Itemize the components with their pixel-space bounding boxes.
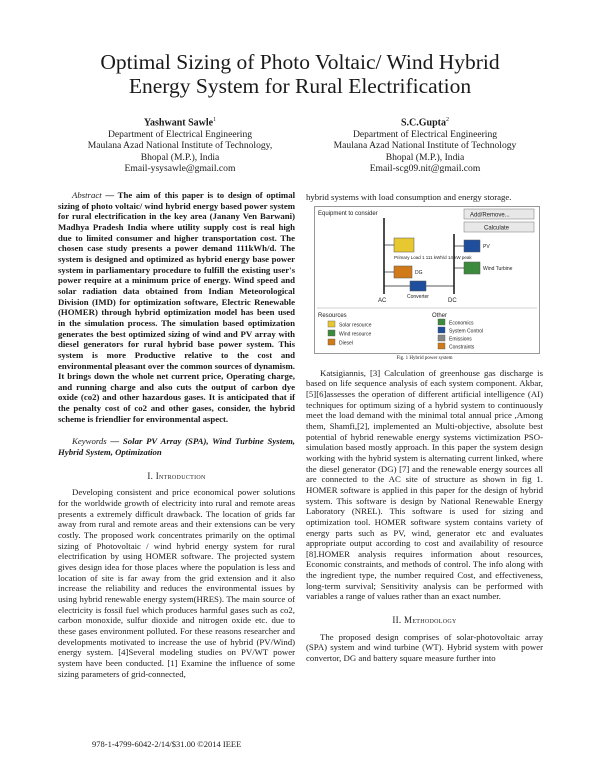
author-email: Email-scg09.nit@gmail.com <box>369 162 481 174</box>
add-remove-button <box>464 209 534 219</box>
title-line-1: Optimal Sizing of Photo Voltaic/ Wind Hybrid <box>100 50 500 74</box>
ac-bus-label: AC <box>378 297 387 304</box>
methodology-paragraph: The proposed design comprises of solar-photovoltaic array (SPA) system and wind turbine (WT). Hybrid system with power convertor, DG and battery square measure further into <box>306 631 543 664</box>
section-heading-introduction: I. Introduction <box>147 470 206 481</box>
author-city: Bhopal (M.P.), India <box>385 151 465 163</box>
svg-text:Emissions: Emissions <box>449 336 472 343</box>
author-name: S.C.Gupta$^2$ <box>400 117 449 129</box>
svg-text:System Control: System Control <box>449 328 484 335</box>
wind-turbine-label: Wind Turbine <box>483 265 513 272</box>
author-inst: Maulana Azad National Institute of Technology <box>333 140 517 152</box>
author-name: Yashwant Sawle$^1$ <box>143 117 217 129</box>
author-dept: Department of Electrical Engineering <box>352 128 498 140</box>
dc-bus-label: DC <box>448 297 457 304</box>
calculate-button <box>464 222 534 232</box>
resources-label: Resources <box>318 312 347 319</box>
section-heading-methodology: II. Methodology <box>392 615 457 626</box>
figure-equipment-label: Equipment to consider <box>318 210 378 217</box>
figure-caption: Fig. 1 Hybrid power system <box>396 355 453 361</box>
svg-text:Wind resource: Wind resource <box>339 331 372 338</box>
copyright-footer: 978-1-4799-6042-2/14/$31.00 ©2014 IEEE <box>92 739 242 749</box>
author-inst: Maulana Azad National Institute of Technology, <box>87 140 273 152</box>
author-dept: Department of Electrical Engineering <box>107 128 253 140</box>
keywords-text: Solar PV Array (SPA), Wind Turbine System, Hybrid System, Optimization <box>58 436 295 458</box>
pv-label: PV <box>483 243 490 250</box>
svg-text:Constraints: Constraints <box>449 344 475 351</box>
svg-text:Add/Remove...: Add/Remove... <box>470 212 510 219</box>
hybrid-system-figure <box>314 206 540 354</box>
author-block-2 <box>300 115 550 174</box>
paper-title <box>60 50 540 98</box>
background-paragraph: Katsigiannis, [3] Calculation of greenhouse gas discharge is based on life sequence analysis of each system component. Akbar,[5][6]assesses the operation of different artificial intelligence (AI) techniques for optimum sizing of a hybrid system to continuously meet the load demand with the minimal total annual price ,Among them, Shamfi,[2], implemented an Multi-objective, absolute best potential of hybrid renewable energy systems victimization PSO-simulation based mostly approach. In this paper the system design working with the hybrid system is alternating current linked, where the diesel generator (DG) [7] and the renewable energy sources all are connected to the AC site of structure as shown in fig 1. HOMER software is applied in this paper for the design of hybrid system. This software is design by National Renewable Energy Laboratory (NREL). This software is used for sizing and optimization tool. HOMER software system contains variety of energy parts such as PV, wind, generator etc and evaluates appropriate output according to cost and availability of resource [8].HOMER analysis requires information about resources, Economic constraints, and methods of control. The info along with the ingredient type, the number required Cost, and effectiveness, long-term survival; Sensitivity analysis can be performed with variables a range of values rather than an exact number. <box>306 367 543 602</box>
svg-text:Solar resource: Solar resource <box>339 322 372 329</box>
keywords-label: Keywords <box>72 436 107 447</box>
abstract: Abstract — The aim of this paper is to design of optimal sizing of photo voltaic/ wind hybrid energy based power system for rural electrification in the key area (Janany Ven Barwani) Madhya Pradesh India where utility supply cost is real high due to limited consumer and higher transportation cost. The chosen case study presents a power demand 111kWh/d. The system is designed and optimized as hybrid energy base power system in parliamentary procedure to fulfill the existing user's power require at a minimum price of energy. Wind speed and solar radiation data obtained from Indian Meteorological Division (IMD) for optimization software, Electric Renewable (HOMER) through hybrid optimization model has been used in the simulation process. The simulation based optimization generates the best optimized sizing of wind and PV array with diesel generators for rural hybrid base power system. This system is more Productive relative to the cost and environmental pleasant over the common sources of dynamism. It brings down the whole net current price, Operating charge, and running charge and also cuts the output of carbon dye oxide (co2) and other hazardous gases. It is anticipated that if the penalty cost of co2 and other gases, consider, the hybrid scheme is friendlier for environmental aspect. <box>58 190 295 424</box>
converter-label: Converter <box>407 293 429 300</box>
intro-paragraph-continued: hybrid systems with load consumption and energy storage. <box>306 192 512 202</box>
left-column <box>58 190 295 679</box>
other-label: Other <box>432 312 448 319</box>
keywords: Keywords — Solar PV Array (SPA), Wind Turbine System, Hybrid System, Optimization <box>58 436 295 458</box>
hybrid-system-diagram <box>314 206 540 354</box>
abstract-text: The aim of this paper is to design of optimal sizing of photo voltaic/ wind hybrid energy based power system for rural electrification in the key area (Janany Ven Barwani) Madhya Pradesh India where utility supply cost is real high due to limited consumer and higher transportation cost. The chosen case study presents a power demand 111kWh/d. The system is designed and optimized as hybrid energy base power system in parliamentary procedure to fulfill the existing user's power require at a minimum price of energy. Wind speed and solar radiation data obtained from Indian Meteorological Division (IMD) for optimization software, Electric Renewable (HOMER) through hybrid optimization model has been used in the simulation process. The simulation based optimization generates the best optimized sizing of wind and PV array with diesel generators for rural hybrid base power system. This system is more Productive relative to the cost and environmental pleasant over the common sources of dynamism. It brings down the whole net current price, Operating charge, and running charge and also cuts the output of carbon dye oxide (co2) and other hazardous gases. It is anticipated that if the penalty cost of co2 and other gases, consider, the hybrid scheme is friendlier for environmental aspect. <box>58 190 295 424</box>
dg-label: DG <box>415 269 423 276</box>
svg-text:Economics: Economics <box>449 320 474 327</box>
abstract-label: Abstract <box>72 190 102 200</box>
author-city: Bhopal (M.P.), India <box>140 151 220 163</box>
svg-text:Diesel: Diesel <box>339 340 353 347</box>
author-email: Email-ysysawle@gmail.com <box>124 162 236 174</box>
right-column <box>306 192 543 664</box>
title-line-2: Energy System for Rural Electrification <box>128 74 472 98</box>
intro-paragraph: Developing consistent and price economical power solutions for the worldwide growth of electricity into rural and remote areas presents a extremely difficult drawback. The location of grids far away from rural and remote areas and their extensions can be very costly. The proposed work concentrates primarily on the optimal sizing of Photovoltaic / wind hybrid energy system for rural electrification by using HOMER software. The projected system gives design idea for those places where the population is less and location of site is far away from the grid extension and it also increase the reliability and reduces the environmental issues by using hybrid renewable energy system(HRES). The main source of electricity is fossil fuel which produces harmful gases such as co2, carbon monoxide, sulfur dioxide and nitrogen oxide etc. due to these gases environment polluted. For these reasons researcher and developments motivated to increase the use of hybrid (PV/Wind) energy system. [4]Several modeling studies on PV/WT power system have been conducted. [1] Examine the influence of some sizing parameters of grid-connected, <box>58 487 295 679</box>
primary-load-label: Primary Load 1 111 kWh/d 14 kW peak <box>394 254 472 260</box>
author-block-1 <box>55 115 305 174</box>
svg-text:Calculate: Calculate <box>484 225 510 232</box>
